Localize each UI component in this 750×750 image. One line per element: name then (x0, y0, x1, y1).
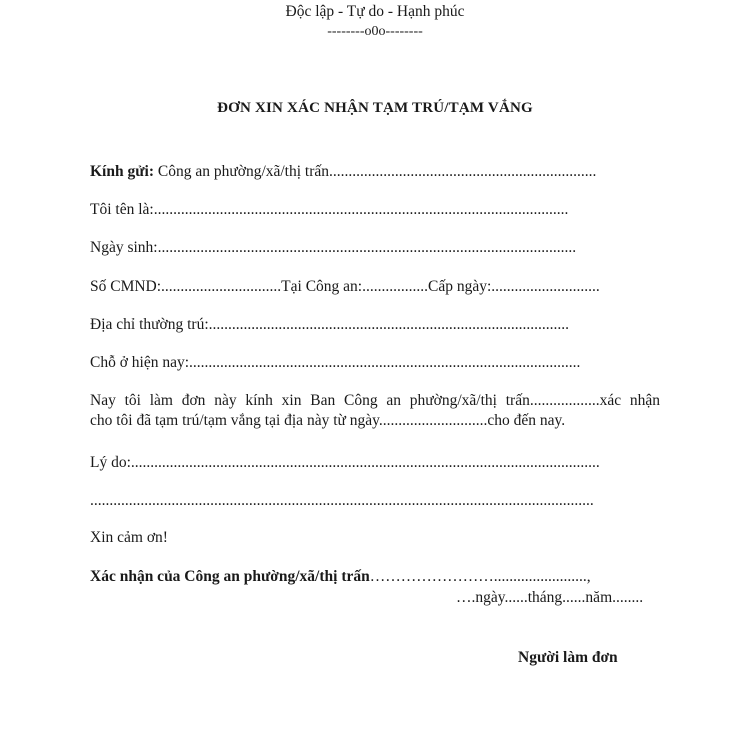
dob-line: Ngày sinh:............................................................................................................ (90, 239, 577, 256)
permanent-address-line: Địa chỉ thường trú:............................................................................................. (90, 316, 569, 333)
reason-extra-line: .................................................................................................................................. (90, 492, 594, 509)
request-line-1: Nay tôi làm đơn này kính xin Ban Công an phường/xã/thị trấn..................xác nhận (90, 392, 660, 409)
header-separator: --------o0o-------- (327, 24, 423, 39)
thanks-text: Xin cảm ơn! (90, 529, 168, 546)
signer-label: Người làm đơn (518, 649, 618, 666)
recipient-label: Kính gửi: (90, 163, 154, 180)
name-line: Tôi tên là:........................................................................................................... (90, 201, 569, 218)
date-line: ….ngày......tháng......năm........ (456, 589, 644, 606)
document-title: ĐƠN XIN XÁC NHẬN TẠM TRÚ/TẠM VẮNG (217, 100, 533, 116)
id-line: Số CMND:...............................Tại Công an:.................Cấp ngày:............................ (90, 278, 600, 295)
police-confirm-label: Xác nhận của Công an phường/xã/thị trấn (90, 568, 370, 585)
current-address-line: Chỗ ở hiện nay:..................................................................................................... (90, 354, 581, 371)
request-line-2: cho tôi đã tạm trú/tạm vắng tại địa này từ ngày............................cho đến nay. (90, 412, 566, 429)
recipient-text: Công an phường/xã/thị trấn..................................................................... (154, 163, 597, 180)
national-motto: Độc lập - Tự do - Hạnh phúc (285, 3, 465, 20)
reason-line: Lý do:......................................................................................................................... (90, 454, 600, 471)
police-confirmation-line (90, 567, 591, 587)
police-confirm-dots: ……………………........................, (369, 568, 591, 585)
recipient-line (90, 162, 596, 182)
request-paragraph (90, 391, 660, 431)
